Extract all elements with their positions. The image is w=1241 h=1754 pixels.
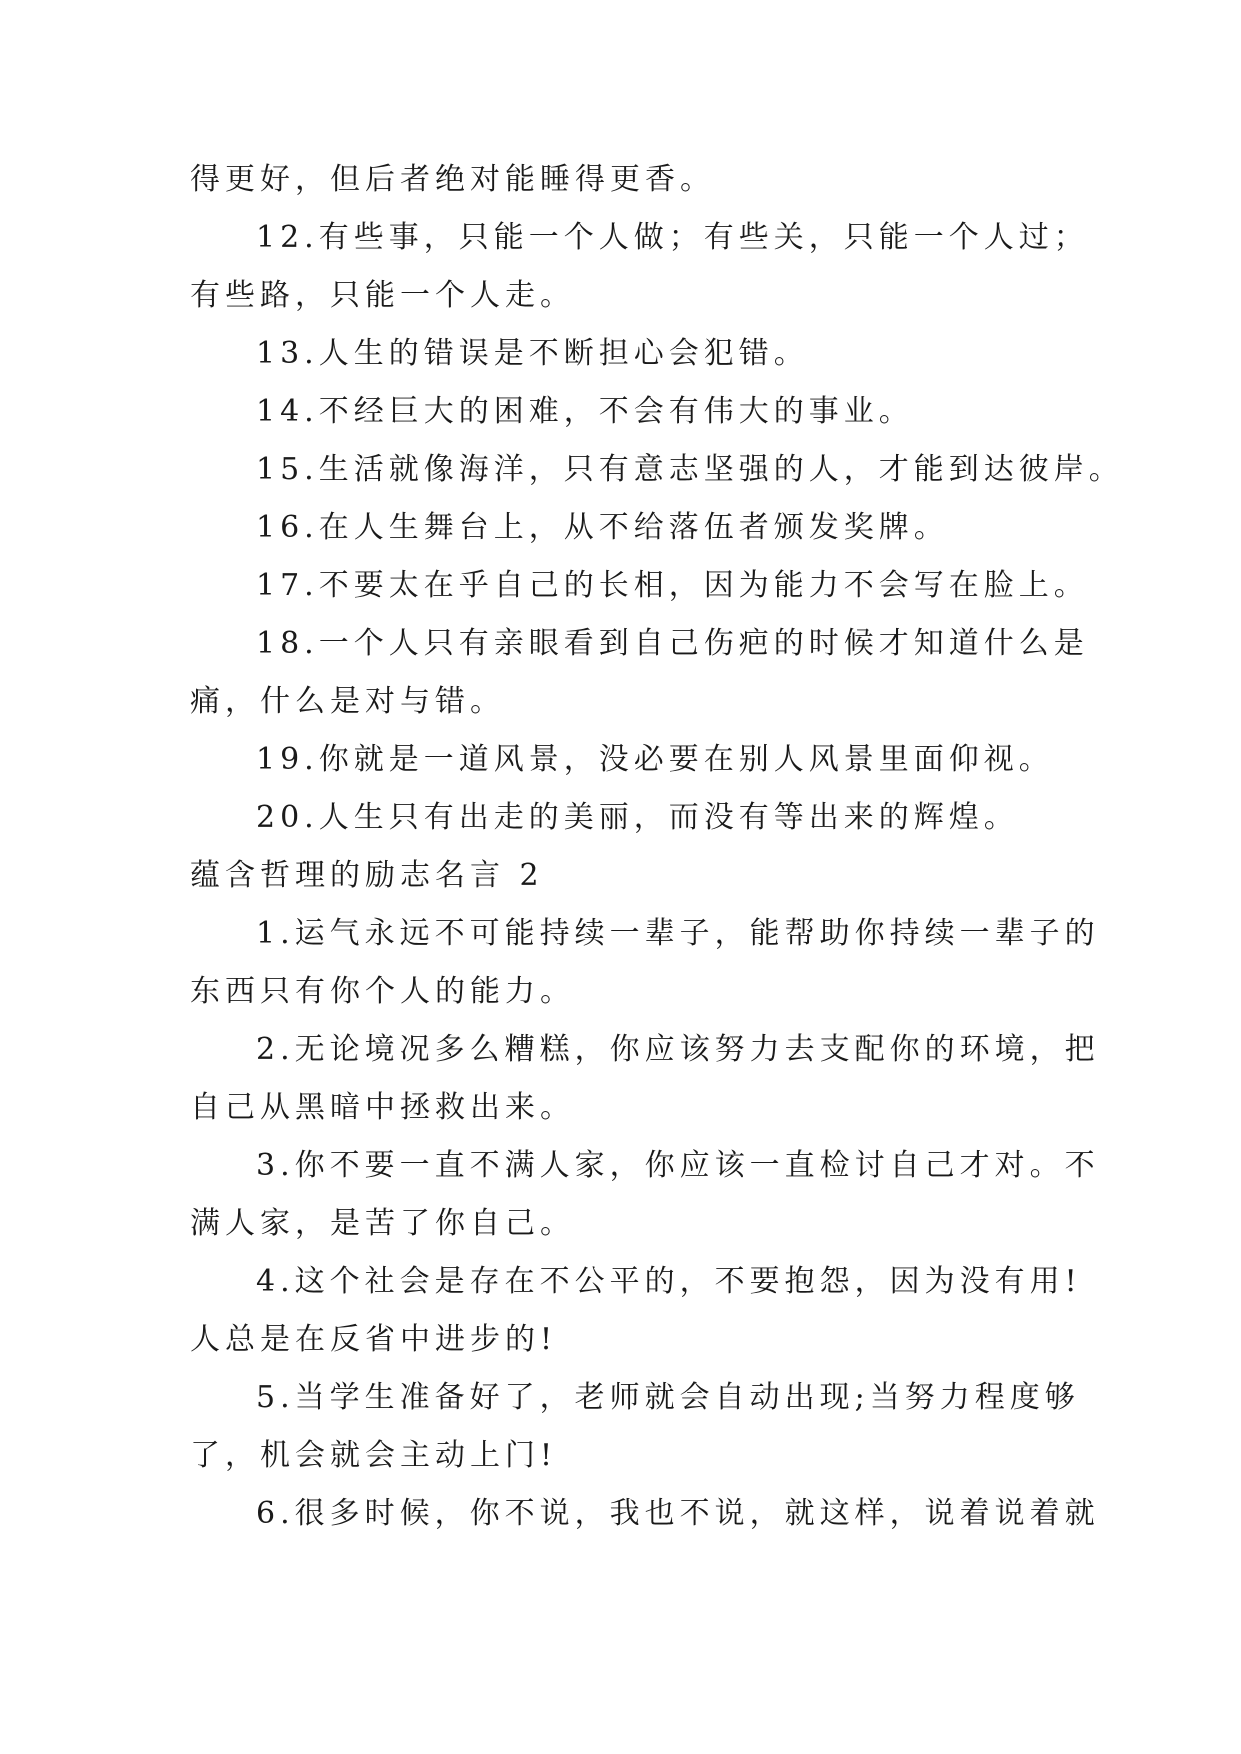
text-line: 1.运气永远不可能持续一辈子，能帮助你持续一辈子的 xyxy=(256,916,1100,951)
text-line: 14.不经巨大的困难，不会有伟大的事业。 xyxy=(256,394,914,429)
text-line: 18.一个人只有亲眼看到自己伤疤的时候才知道什么是 xyxy=(256,626,1089,661)
text-line: 自己从黑暗中拯救出来。 xyxy=(190,1090,575,1125)
text-line: 17.不要太在乎自己的长相，因为能力不会写在脸上。 xyxy=(256,568,1089,603)
text-line: 4.这个社会是存在不公平的，不要抱怨，因为没有用! xyxy=(256,1264,1082,1299)
text-line: 12.有些事，只能一个人做；有些关，只能一个人过； xyxy=(256,220,1089,255)
text-line: 6.很多时候，你不说，我也不说，就这样，说着说着就 xyxy=(256,1496,1100,1531)
section-heading: 蕴含哲理的励志名言 2 xyxy=(190,858,544,893)
text-line: 19.你就是一道风景，没必要在别人风景里面仰视。 xyxy=(256,742,1054,777)
text-line: 痛，什么是对与错。 xyxy=(190,684,505,719)
text-line: 15.生活就像海洋，只有意志坚强的人，才能到达彼岸。 xyxy=(256,452,1124,487)
document-body xyxy=(190,151,1124,1543)
text-line: 东西只有你个人的能力。 xyxy=(190,974,575,1009)
text-line: 有些路，只能一个人走。 xyxy=(190,278,575,313)
text-line: 20.人生只有出走的美丽，而没有等出来的辉煌。 xyxy=(256,800,1019,835)
text-line: 3.你不要一直不满人家，你应该一直检讨自己才对。不 xyxy=(256,1148,1100,1183)
text-line: 2.无论境况多么糟糕，你应该努力去支配你的环境，把 xyxy=(256,1032,1100,1067)
text-line: 了，机会就会主动上门! xyxy=(190,1438,558,1473)
text-line: 13.人生的错误是不断担心会犯错。 xyxy=(256,336,809,371)
text-line: 5.当学生准备好了，老师就会自动出现;当努力程度够 xyxy=(256,1380,1080,1415)
text-line: 满人家，是苦了你自己。 xyxy=(190,1206,575,1241)
text-line: 16.在人生舞台上，从不给落伍者颁发奖牌。 xyxy=(256,510,949,545)
text-line: 得更好，但后者绝对能睡得更香。 xyxy=(190,162,715,197)
text-line: 人总是在反省中进步的! xyxy=(190,1322,558,1357)
